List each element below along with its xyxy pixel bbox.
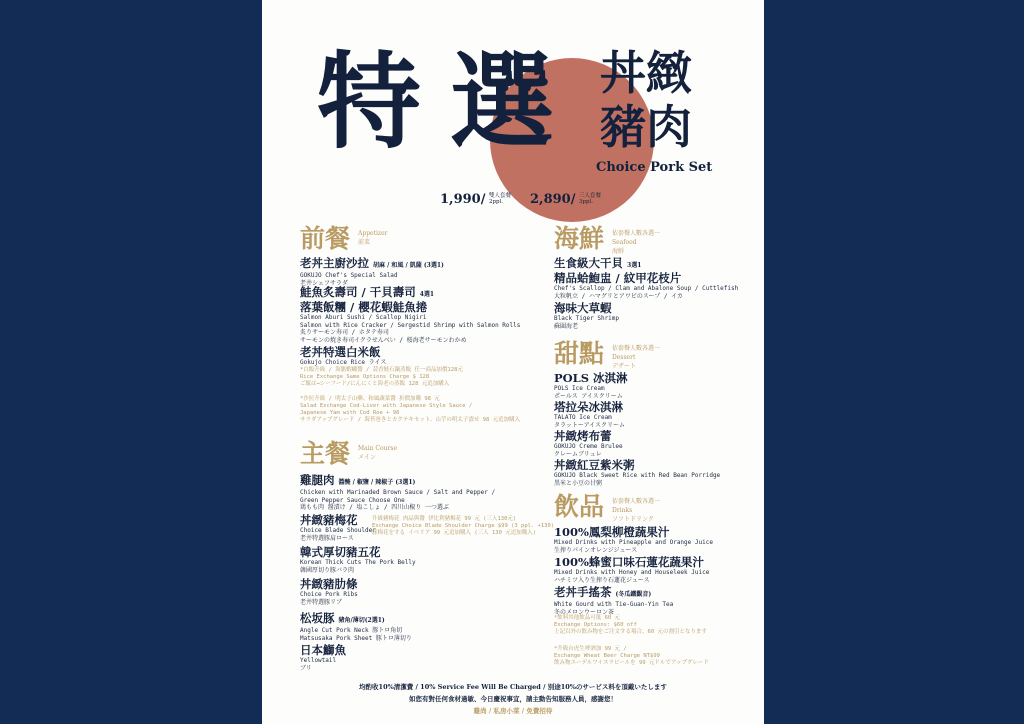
main-item: 丼緻豬肋條 Choice Pork Ribs 老井特選豚リブ <box>300 577 358 606</box>
drinks-exchange-note: *飲料其他飲品可抵 60 元 Exchange Options: $60 off 上記以外の飲み物をご注文する場合、60 元の割引となります <box>554 615 707 635</box>
appetizer-item: 老丼特選白米飯 Gokujo Choice Rice ライス <box>300 345 387 366</box>
menu-page <box>262 0 764 724</box>
main-item: 韓式厚切豬五花 Korean Thick Cuts The Pork Belly 韓國厚切り豚バラ肉 <box>300 545 416 574</box>
blade-shoulder-upgrade-note: 升級豬梅花 肉品與醬 伊比利豬梅花 99 元 (三人130元) Exchange Choice Blade Shoulder Charge $99 (3 ppl. +130) 豚梅花をする イベリア 99 元追加購入 (三人 130 元追加購入) <box>372 516 555 536</box>
dessert-item: 丼緻紅豆紫米粥 GOKUJO Black Sweet Rice with Red Bean Porridge 黒米と小豆の甘粥 <box>554 458 721 487</box>
seafood-title: 海鮮 <box>554 224 605 253</box>
appetizer-subtitle: Appetizer 前菜 <box>358 230 388 246</box>
footer-service-fee: 均酌收10%清潔費 / 10% Service Fee Will Be Charged / 別途10%のサービス料を頂戴いたします <box>359 683 667 691</box>
seafood-header <box>554 226 660 256</box>
footer-complimentary: 雞尚 / 私房小菜 / 免費招待 <box>473 707 553 715</box>
main-subtitle: Main Course メイン <box>358 445 397 461</box>
price-triple-label: 三人套餐 3ppl. <box>579 193 602 205</box>
dessert-subtitle: 依套餐人數各選一 Dessert デザート <box>612 345 661 370</box>
title-char-1: 特 <box>317 40 422 163</box>
seafood-item: 生食級大干貝 3選1 精品蛤鮑盅 / 紋甲花枝片 Chef's Scallop / Clam and Abalone Soup / Cuttlefish 大粒帆立 / ハマグリとアワビのスープ / イカ <box>554 256 739 300</box>
appetizer-item: 老丼主廚沙拉 胡麻 / 和風 / 凱薩 (3選1) GOKUJO Chef's Special Salad 老井シェフサラダ <box>300 256 444 287</box>
main-item: 丼緻豬梅花 Choice Blade Shoulder 老井特選豚肩ロース <box>300 513 376 542</box>
drinks-beer-note: *升級台虎生啤酒加 99 元 / Exchange Wheat Beer Charge NT$99 飲み物エーデルワイスラビールを 99 元ドルでアップグレード <box>554 646 709 666</box>
title-right-line-2: 豬肉 <box>600 100 692 154</box>
seafood-item: 海味大草蝦 Black Tiger Shrimp 蘇圍海老 <box>554 301 620 330</box>
appetizer-title: 前餐 <box>300 224 351 253</box>
main-item: 松坂豚 豬角/薄切(2選1) Angle Cut Pork Neck 豚トロ角切 Matsusaka Pork Sheet 豚トロ薄切り <box>300 611 412 642</box>
dessert-header <box>554 341 660 371</box>
menu-subtitle: Choice Pork Set <box>596 160 713 175</box>
right-column <box>554 226 754 666</box>
title-right-line-1: 丼緻 <box>600 46 692 100</box>
main-header <box>300 441 397 466</box>
price-double-label: 雙人套餐 2ppl. <box>489 193 512 205</box>
seafood-subtitle: 依套餐人數各選一 Seafood 海鮮 <box>612 230 661 255</box>
left-column <box>300 224 555 672</box>
main-title: 主餐 <box>300 439 351 468</box>
drinks-subtitle: 依套餐人數各選一 Drinks ソフトドリンク <box>612 498 661 523</box>
drinks-item: 100%鳳梨柳橙蔬果汁 Mixed Drinks with Pineapple and Orange Juice 生搾りパインオレンジジュース <box>554 525 713 554</box>
drinks-item: 100%蜂蜜口味石蓮花蔬果汁 Mixed Drinks with Honey and Houseleek Juice ハチミツ入り生搾り石蓮花ジュース <box>554 555 710 584</box>
dessert-item: 塔拉朵冰淇淋 TALATO Ice Cream タラットーアイスクリーム <box>554 400 625 429</box>
dessert-title: 甜點 <box>554 339 605 368</box>
title-char-2: 選 <box>450 40 555 163</box>
footer-allergy-note: 如您有對任何食材過敏、今日慶祝事宜，請主動告知服務人員，感謝您！ <box>409 695 617 703</box>
price-triple: 2,890/ <box>530 192 576 207</box>
drinks-item: 老丼手搖茶 (冬瓜鐵觀音) White Gourd with Tie-Guan-Yin Tea 冬のメロンウーロン茶 <box>554 585 674 616</box>
dessert-item: POLS 冰淇淋 POLS Ice Cream ポールス アイスクリーム <box>554 371 628 400</box>
dessert-item: 丼緻烤布蕾 GOKUJO Creme Brulee クレームブリュレ <box>554 429 623 458</box>
appetizer-rice-note: *白飯升級 / 海膽蝦蝴醬 / 蒜香鮭石鍋蒸飯 任一商品加價128元 Rice Exchange Same Options Charge $ 128 ご飯は→シーフード/にんにくと海老の蒸飯 128 元追加購入 <box>300 367 463 387</box>
drinks-title: 飲品 <box>554 492 605 521</box>
main-item: 雞腿肉 醬醃 / 椒鹽 / 辣椒子 (3選1) Chicken with Marinaded Brown Sauce / Salt and Pepper / Green Pepper Sauce Choose One 鶏もも肉 醤漬け / 塩こしょ / 四川山椒り 一つ選ぶ <box>300 473 496 511</box>
appetizer-item: 鮭魚炙壽司 / 干貝壽司 4選1 落葉飯糰 / 櫻花蝦鮭魚捲 Salmon Aburi Sushi / Scallop Nigiri Salmon with Rice Cracker / Sergestid Shrimp with Salmon Rolls 炙りサーモン寿司 / ホタテ寿司 サーモンの焼き寿司イクラせんべい / 桜海老サーモンわかめ <box>300 285 521 344</box>
appetizer-header <box>300 226 388 251</box>
price-double: 1,990/ <box>440 192 486 207</box>
drinks-header <box>554 494 660 524</box>
appetizer-salad-note: *沙拉升級 / 明太子山藥、和風蔬菜醬 折價加購 98 元 Salad Exchange Cod-Liver with Japanese Style Sauce / Japanese Yam with Cod Roe + 98 サラダアップグレード / 海苔巻きとカクテキセット、山芋の明太子漬せ 98 元追加購入 <box>300 396 521 423</box>
main-item: 日本鰤魚 Yellowtail ブリ <box>300 643 346 672</box>
